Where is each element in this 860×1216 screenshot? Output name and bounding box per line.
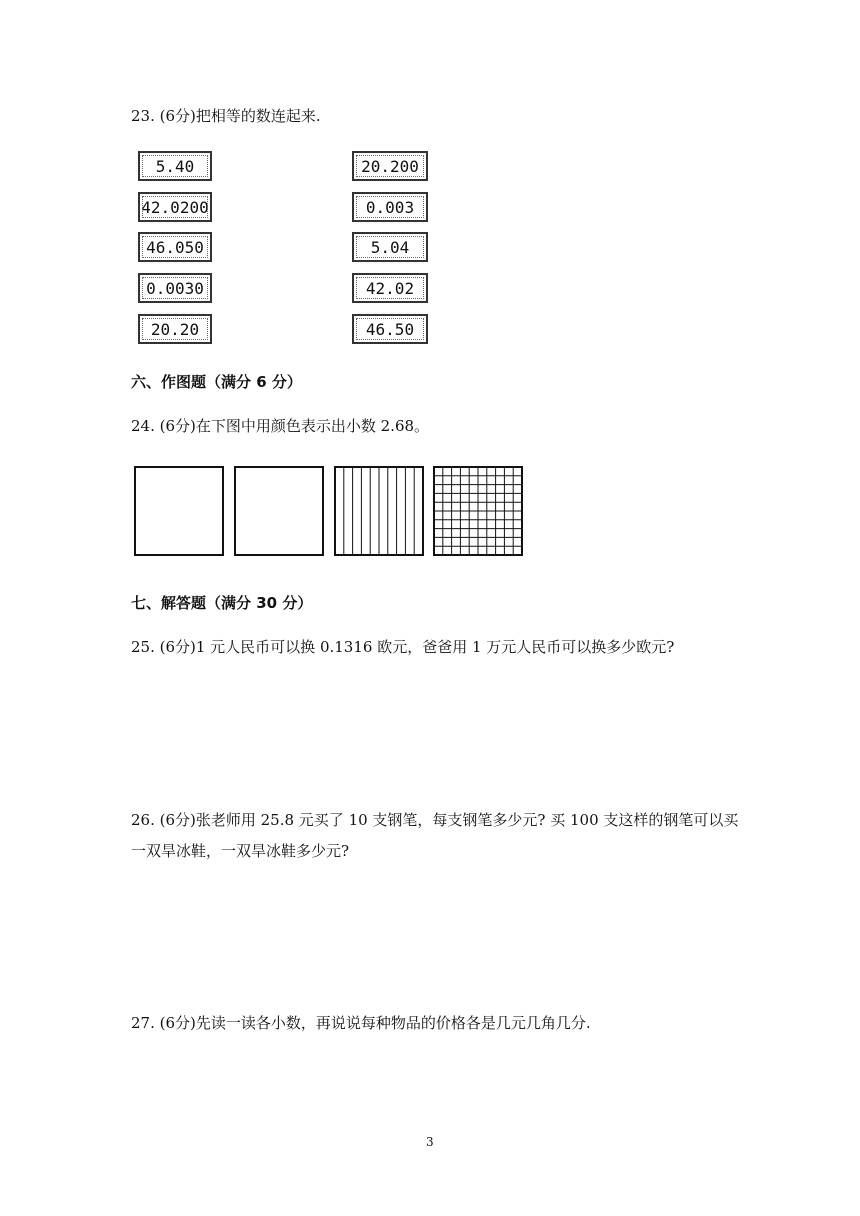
left-number-card[interactable]: 0.0030 — [138, 273, 212, 303]
right-number-card[interactable]: 42.02 — [352, 273, 428, 303]
section-6-heading: 六、作图题（满分 6 分） — [131, 373, 302, 391]
right-number-card[interactable]: 46.50 — [352, 314, 428, 344]
question-23-text: 23. (6分)把相等的数连起来. — [131, 107, 321, 125]
tenths-square[interactable] — [334, 466, 424, 556]
question-27-text: 27. (6分)先读一读各小数，再说说每种物品的价格各是几元几角几分. — [131, 1014, 591, 1032]
hundredths-square[interactable] — [433, 466, 523, 556]
question-24-text: 24. (6分)在下图中用颜色表示出小数 2.68。 — [131, 417, 430, 435]
right-number-card[interactable]: 5.04 — [352, 232, 428, 262]
whole-square-1[interactable] — [134, 466, 224, 556]
whole-square-2[interactable] — [234, 466, 324, 556]
left-number-card[interactable]: 46.050 — [138, 232, 212, 262]
right-number-card[interactable]: 20.200 — [352, 151, 428, 181]
right-number-card[interactable]: 0.003 — [352, 192, 428, 222]
page-number: 3 — [426, 1135, 434, 1149]
question-25-text: 25. (6分)1 元人民币可以换 0.1316 欧元，爸爸用 1 万元人民币可以换多少欧元? — [131, 638, 675, 656]
question-26-line-1: 26. (6分)张老师用 25.8 元买了 10 支钢笔，每支钢笔多少元? 买 100 支这样的钢笔可以买 — [131, 811, 739, 829]
question-26-line-2: 一双旱冰鞋，一双旱冰鞋多少元? — [131, 842, 350, 860]
left-number-card[interactable]: 5.40 — [138, 151, 212, 181]
section-7-heading: 七、解答题（满分 30 分） — [131, 594, 313, 612]
left-number-card[interactable]: 20.20 — [138, 314, 212, 344]
left-number-card[interactable]: 42.0200 — [138, 192, 212, 222]
